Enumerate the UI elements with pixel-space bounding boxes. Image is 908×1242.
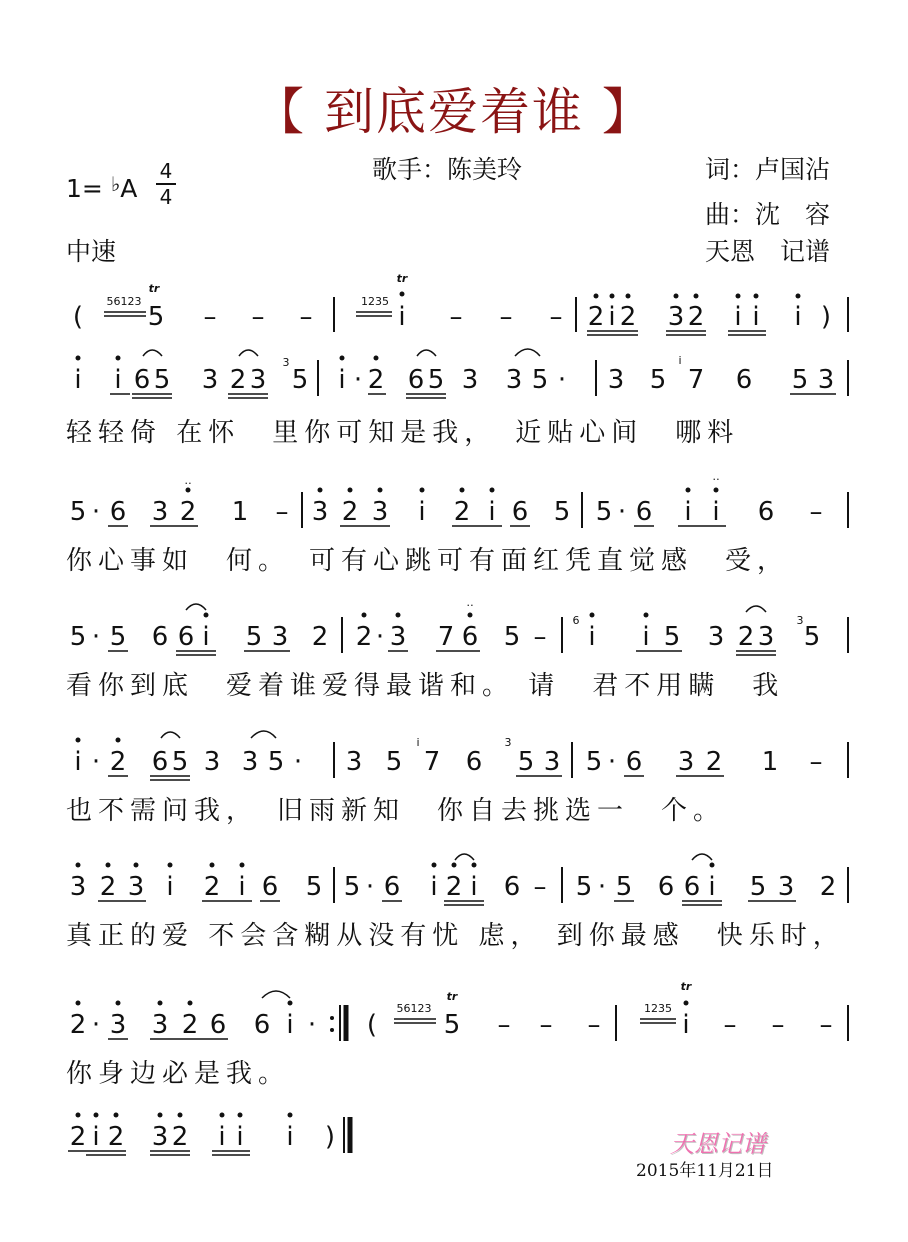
svg-text:tr: tr xyxy=(446,990,458,1003)
svg-text:5: 5 xyxy=(69,497,87,527)
svg-text:3: 3 xyxy=(707,622,725,652)
svg-text:3: 3 xyxy=(505,365,523,395)
svg-text:·: · xyxy=(91,1010,101,1040)
notator-brand: 天恩记谱 xyxy=(670,1130,766,1158)
svg-text:5: 5 xyxy=(615,872,633,902)
svg-text:6: 6 xyxy=(253,1010,271,1040)
svg-text:3: 3 xyxy=(371,497,389,527)
score-system-3 xyxy=(70,470,848,528)
svg-text:5: 5 xyxy=(663,622,681,652)
svg-text:·: · xyxy=(375,622,385,652)
score-system-6 xyxy=(70,854,848,905)
svg-text:5: 5 xyxy=(69,622,87,652)
svg-text:–: – xyxy=(533,872,547,902)
svg-text:–: – xyxy=(299,302,313,332)
svg-text:3: 3 xyxy=(201,365,219,395)
svg-text:2: 2 xyxy=(705,747,723,777)
svg-text:i: i xyxy=(74,365,82,395)
svg-text:–: – xyxy=(549,302,563,332)
svg-text:6: 6 xyxy=(735,365,753,395)
lyric-line-7: 你身边必是我。 xyxy=(66,1059,291,1089)
svg-text:5: 5 xyxy=(575,872,593,902)
svg-text:2: 2 xyxy=(819,872,837,902)
lyric-line-5: 也不需问我， 旧雨新知 你自去挑选一 个。 xyxy=(66,796,726,826)
svg-text:i: i xyxy=(202,622,210,652)
meter-bottom: 4 xyxy=(159,185,173,209)
svg-text:i: i xyxy=(286,1010,294,1040)
lyric-line-4: 看你到底 爱着谁爱得最谐和。 请 君不用瞒 我 xyxy=(66,671,785,701)
svg-text:–: – xyxy=(497,1010,511,1040)
svg-text:–: – xyxy=(203,302,217,332)
svg-text:): ) xyxy=(820,302,832,332)
svg-text:tr: tr xyxy=(148,282,160,295)
date-stamp: 2015年11月21日 xyxy=(636,1161,774,1181)
svg-text:2: 2 xyxy=(445,872,463,902)
score-system-5 xyxy=(74,731,848,780)
svg-text:3: 3 xyxy=(504,736,512,749)
svg-text:3: 3 xyxy=(667,302,685,332)
svg-text:56123: 56123 xyxy=(396,1002,432,1015)
svg-text:2: 2 xyxy=(179,497,197,527)
svg-text:5: 5 xyxy=(427,365,445,395)
svg-text:3: 3 xyxy=(203,747,221,777)
svg-text:·: · xyxy=(597,872,607,902)
svg-text:–: – xyxy=(809,497,823,527)
svg-text:2: 2 xyxy=(367,365,385,395)
lyric-line-2: 轻轻倚 在怀 里你可知是我， 近贴心间 哪料 xyxy=(66,418,740,448)
svg-text:5: 5 xyxy=(553,497,571,527)
svg-text:i: i xyxy=(642,622,650,652)
svg-text:i: i xyxy=(286,1122,294,1152)
svg-text:3: 3 xyxy=(677,747,695,777)
svg-text:–: – xyxy=(771,1010,785,1040)
svg-text:6: 6 xyxy=(635,497,653,527)
svg-text:·: · xyxy=(91,747,101,777)
svg-text:‥: ‥ xyxy=(184,474,192,487)
svg-text:6: 6 xyxy=(683,872,701,902)
svg-text:5: 5 xyxy=(749,872,767,902)
svg-text:5: 5 xyxy=(245,622,263,652)
svg-text:5: 5 xyxy=(443,1010,461,1040)
svg-text:i: i xyxy=(398,302,406,332)
svg-text:3: 3 xyxy=(757,622,775,652)
svg-text:5: 5 xyxy=(385,747,403,777)
svg-text:i: i xyxy=(708,872,716,902)
svg-text:·: · xyxy=(557,365,567,395)
svg-text:–: – xyxy=(587,1010,601,1040)
svg-text:i: i xyxy=(338,365,346,395)
svg-text:5: 5 xyxy=(291,365,309,395)
key-flat: ♭ xyxy=(110,172,121,196)
svg-text:3: 3 xyxy=(345,747,363,777)
svg-text:i: i xyxy=(488,497,496,527)
svg-text:2: 2 xyxy=(109,747,127,777)
svg-text:–: – xyxy=(539,1010,553,1040)
svg-text:5: 5 xyxy=(305,872,323,902)
svg-text:(: ( xyxy=(366,1010,378,1040)
svg-text:6: 6 xyxy=(625,747,643,777)
svg-text:i: i xyxy=(92,1122,100,1152)
svg-text:6: 6 xyxy=(511,497,529,527)
svg-text:i: i xyxy=(684,497,692,527)
svg-text:5: 5 xyxy=(153,365,171,395)
svg-text:5: 5 xyxy=(267,747,285,777)
svg-text:6: 6 xyxy=(407,365,425,395)
svg-text:3: 3 xyxy=(109,1010,127,1040)
notator-credit: 天恩 记谱 xyxy=(705,237,831,266)
svg-text:i: i xyxy=(114,365,122,395)
svg-text:5: 5 xyxy=(585,747,603,777)
svg-text:6: 6 xyxy=(151,747,169,777)
svg-text:1235: 1235 xyxy=(644,1002,672,1015)
svg-text:2: 2 xyxy=(107,1122,125,1152)
svg-text:2: 2 xyxy=(229,365,247,395)
svg-text:(: ( xyxy=(72,302,84,332)
svg-text:–: – xyxy=(275,497,289,527)
tempo-marking: 中速 xyxy=(66,237,117,266)
svg-text:–: – xyxy=(533,622,547,652)
svg-text:2: 2 xyxy=(453,497,471,527)
svg-text:2: 2 xyxy=(69,1010,87,1040)
svg-text:i: i xyxy=(588,622,596,652)
svg-text:5: 5 xyxy=(147,302,165,332)
svg-text:tr: tr xyxy=(396,272,408,285)
svg-text:7: 7 xyxy=(437,622,455,652)
svg-text:2: 2 xyxy=(619,302,637,332)
svg-text:2: 2 xyxy=(737,622,755,652)
key-note: A xyxy=(120,174,138,203)
svg-text:·: · xyxy=(307,1010,317,1040)
svg-text:i: i xyxy=(712,497,720,527)
svg-text:3: 3 xyxy=(607,365,625,395)
svg-text:3: 3 xyxy=(241,747,259,777)
svg-text:3: 3 xyxy=(777,872,795,902)
meter-top: 4 xyxy=(159,159,173,183)
svg-text:i: i xyxy=(238,872,246,902)
svg-text:·: · xyxy=(365,872,375,902)
singer-credit: 歌手：陈美玲 xyxy=(372,155,523,184)
svg-text:5: 5 xyxy=(803,622,821,652)
svg-text:i: i xyxy=(682,1010,690,1040)
svg-text:1235: 1235 xyxy=(361,295,389,308)
svg-text:3: 3 xyxy=(543,747,561,777)
svg-text:·: · xyxy=(353,365,363,395)
lyric-line-3: 你心事如 何。 可有心跳可有面红凭直觉感 受， xyxy=(66,546,790,576)
key-prefix: 1= xyxy=(66,174,103,203)
svg-text:3: 3 xyxy=(389,622,407,652)
svg-text:i: i xyxy=(218,1122,226,1152)
svg-text:–: – xyxy=(449,302,463,332)
svg-text:i: i xyxy=(678,354,682,367)
svg-text:‥: ‥ xyxy=(712,470,720,483)
svg-text:5: 5 xyxy=(649,365,667,395)
svg-text:i: i xyxy=(166,872,174,902)
score-system-7 xyxy=(70,980,848,1041)
svg-text:5: 5 xyxy=(595,497,613,527)
svg-text:3: 3 xyxy=(249,365,267,395)
svg-text:6: 6 xyxy=(209,1010,227,1040)
svg-text:6: 6 xyxy=(133,365,151,395)
svg-text:5: 5 xyxy=(531,365,549,395)
svg-text:–: – xyxy=(819,1010,833,1040)
svg-text:6: 6 xyxy=(109,497,127,527)
svg-text:2: 2 xyxy=(587,302,605,332)
svg-text:6: 6 xyxy=(383,872,401,902)
svg-text:·: · xyxy=(91,622,101,652)
svg-text:·: · xyxy=(607,747,617,777)
svg-text:6: 6 xyxy=(465,747,483,777)
svg-text:3: 3 xyxy=(282,356,290,369)
svg-text:1: 1 xyxy=(231,497,249,527)
svg-text:i: i xyxy=(74,747,82,777)
svg-text:·: · xyxy=(617,497,627,527)
svg-text:56123: 56123 xyxy=(106,295,142,308)
svg-text:i: i xyxy=(418,497,426,527)
lyric-line-6: 真正的爱 不会含糊从没有忧 虑， 到你最感 快乐时， xyxy=(66,921,845,951)
svg-text:i: i xyxy=(752,302,760,332)
svg-text:3: 3 xyxy=(817,365,835,395)
page-title: 【 到底爱着谁 】 xyxy=(254,83,654,141)
score-system-8 xyxy=(68,1113,350,1156)
score-system-2 xyxy=(74,349,848,398)
svg-text:5: 5 xyxy=(791,365,809,395)
svg-text:3: 3 xyxy=(151,1010,169,1040)
svg-text:2: 2 xyxy=(171,1122,189,1152)
svg-text:i: i xyxy=(470,872,478,902)
svg-text:6: 6 xyxy=(151,622,169,652)
svg-text:3: 3 xyxy=(796,614,804,627)
svg-text:i: i xyxy=(794,302,802,332)
svg-text:i: i xyxy=(608,302,616,332)
svg-text:3: 3 xyxy=(461,365,479,395)
svg-text:–: – xyxy=(251,302,265,332)
score-system-1 xyxy=(73,272,848,335)
svg-text:i: i xyxy=(734,302,742,332)
svg-text:–: – xyxy=(809,747,823,777)
svg-text:3: 3 xyxy=(311,497,329,527)
svg-text:3: 3 xyxy=(151,1122,169,1152)
svg-text:3: 3 xyxy=(151,497,169,527)
svg-text:i: i xyxy=(430,872,438,902)
svg-text:5: 5 xyxy=(109,622,127,652)
svg-text:6: 6 xyxy=(572,614,580,627)
lyricist-credit: 词：卢国沾 xyxy=(705,155,831,184)
svg-text:·: · xyxy=(293,747,303,777)
svg-text:–: – xyxy=(723,1010,737,1040)
svg-text:5: 5 xyxy=(503,622,521,652)
svg-text:2: 2 xyxy=(181,1010,199,1040)
svg-text:–: – xyxy=(499,302,513,332)
svg-text:6: 6 xyxy=(461,622,479,652)
svg-text:6: 6 xyxy=(657,872,675,902)
svg-text:5: 5 xyxy=(343,872,361,902)
svg-text:6: 6 xyxy=(177,622,195,652)
svg-text:2: 2 xyxy=(311,622,329,652)
svg-text:2: 2 xyxy=(341,497,359,527)
svg-text:1: 1 xyxy=(761,747,779,777)
svg-text:2: 2 xyxy=(203,872,221,902)
composer-credit: 曲：沈 容 xyxy=(705,200,831,229)
svg-text:‥: ‥ xyxy=(466,596,474,609)
score-system-4 xyxy=(70,596,848,655)
svg-text:3: 3 xyxy=(271,622,289,652)
svg-text:3: 3 xyxy=(69,872,87,902)
svg-text:2: 2 xyxy=(99,872,117,902)
svg-text:5: 5 xyxy=(517,747,535,777)
svg-text:6: 6 xyxy=(757,497,775,527)
svg-text:6: 6 xyxy=(503,872,521,902)
svg-text:7: 7 xyxy=(687,365,705,395)
svg-text:3: 3 xyxy=(127,872,145,902)
svg-text:tr: tr xyxy=(680,980,692,993)
svg-text:5: 5 xyxy=(171,747,189,777)
svg-text:2: 2 xyxy=(69,1122,87,1152)
svg-text:2: 2 xyxy=(355,622,373,652)
svg-text:7: 7 xyxy=(423,747,441,777)
svg-text:i: i xyxy=(236,1122,244,1152)
svg-text:): ) xyxy=(324,1122,336,1152)
svg-text:·: · xyxy=(91,497,101,527)
svg-text:2: 2 xyxy=(687,302,705,332)
svg-text:6: 6 xyxy=(261,872,279,902)
svg-text:i: i xyxy=(416,736,420,749)
